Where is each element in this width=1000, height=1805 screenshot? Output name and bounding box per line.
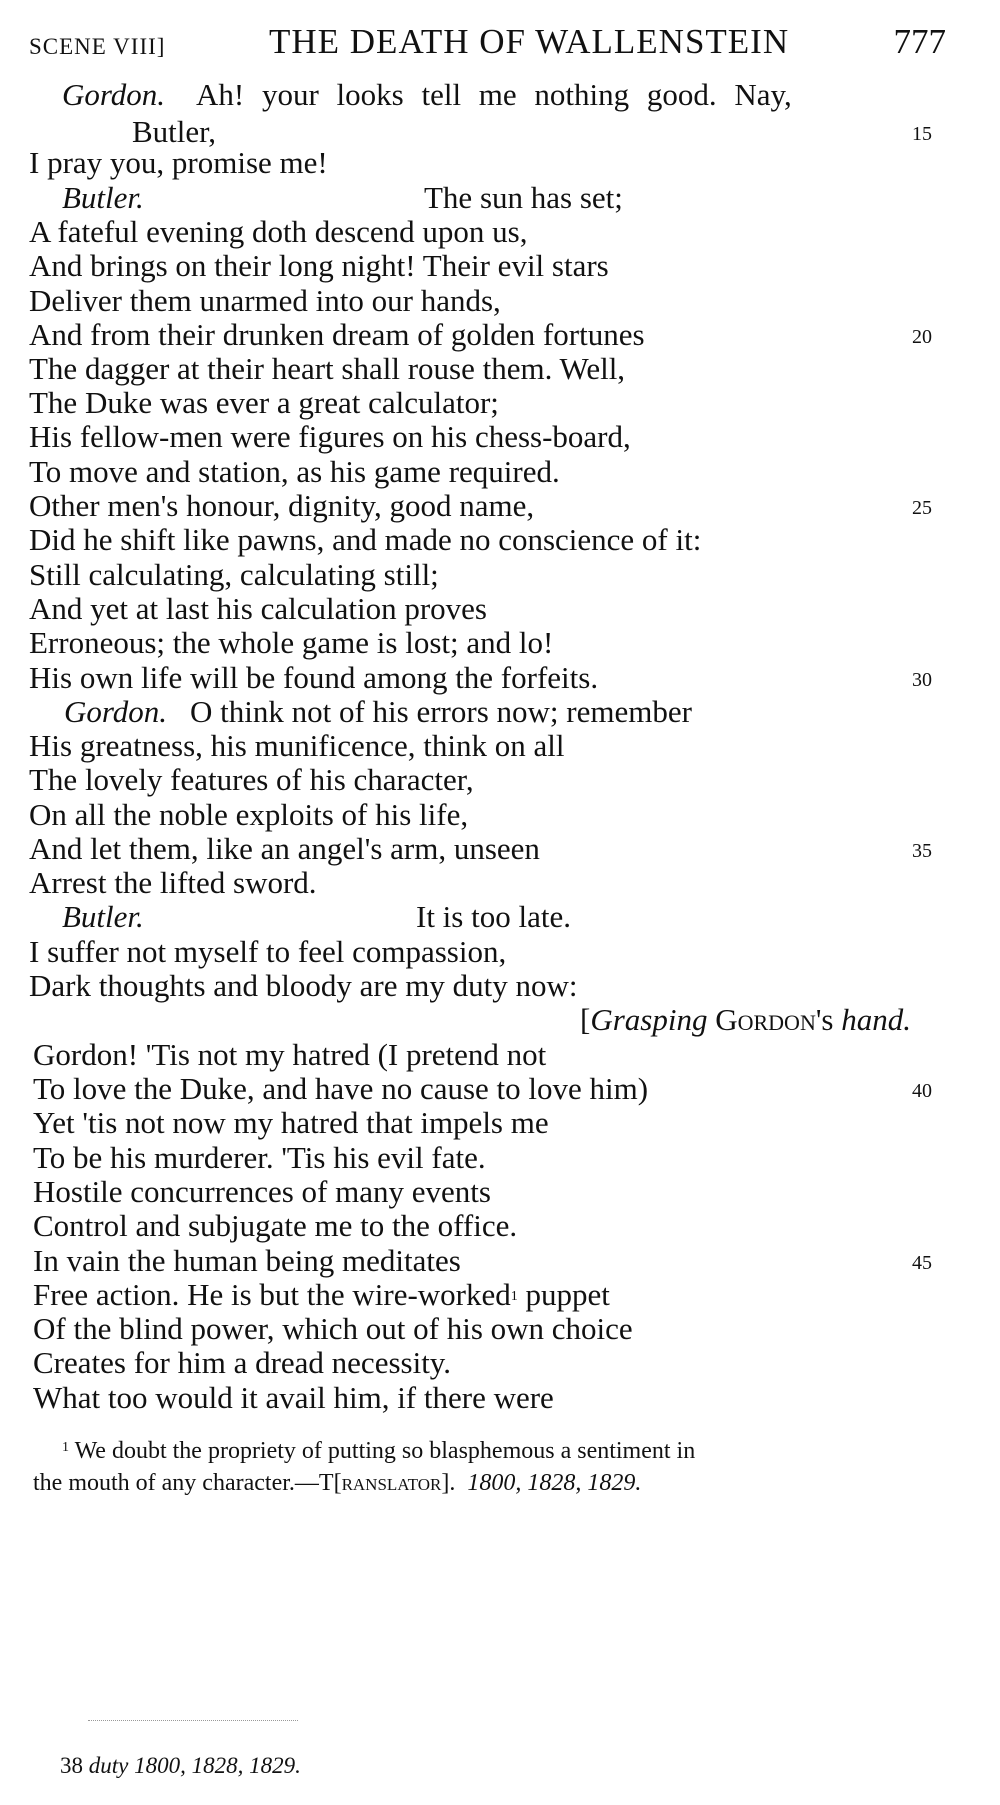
character-name: Gordon bbox=[715, 1002, 816, 1037]
line-text: And yet at last his calculation proves bbox=[29, 591, 487, 626]
line-text: Arrest the lifted sword. bbox=[29, 865, 317, 900]
footnote-ref: 1 bbox=[510, 1289, 518, 1304]
verse-line bbox=[0, 727, 1000, 765]
line-text: Hostile concurrences of many events bbox=[33, 1174, 491, 1209]
page-number: 777 bbox=[893, 22, 946, 61]
line-text: To move and station, as his game required. bbox=[29, 454, 560, 489]
line-text: I suffer not myself to feel compassion, bbox=[29, 934, 507, 969]
verse-line bbox=[0, 213, 1000, 251]
line-text: His own life will be found among the forfeits. bbox=[29, 660, 599, 695]
line-text: To love the Duke, and have no cause to love him) bbox=[33, 1071, 649, 1106]
verse-line bbox=[0, 418, 1000, 456]
line-text-part: puppet bbox=[517, 1277, 610, 1312]
bracket: ]. bbox=[441, 1470, 456, 1496]
footnote-continued bbox=[33, 1470, 641, 1497]
line-text: Other men's honour, dignity, good name, bbox=[29, 488, 535, 523]
verse-line bbox=[0, 761, 1000, 799]
verse-line bbox=[0, 350, 1000, 388]
line-text: Of the blind power, which out of his own choice bbox=[33, 1311, 633, 1346]
line-text: And brings on their long night! Their evil stars bbox=[29, 248, 609, 283]
verse-line bbox=[0, 76, 1000, 114]
line-text: Deliver them unarmed into our hands, bbox=[29, 283, 501, 318]
verse-line bbox=[0, 282, 1000, 320]
verse-line bbox=[0, 1276, 1000, 1314]
line-number: 20 bbox=[912, 326, 932, 348]
line-text: Dark thoughts and bloody are my duty now: bbox=[29, 968, 578, 1003]
possessive: 's bbox=[815, 1002, 834, 1037]
verse-line bbox=[0, 659, 1000, 697]
scene-label: SCENE VIII] bbox=[29, 34, 166, 59]
verse-line bbox=[0, 1310, 1000, 1348]
verse-line bbox=[0, 898, 1000, 936]
line-text: Creates for him a dread necessity. bbox=[33, 1345, 452, 1380]
running-header bbox=[29, 22, 946, 70]
line-text: His fellow-men were figures on his chess-board, bbox=[29, 419, 631, 454]
line-text: Did he shift like pawns, and made no conscience of it: bbox=[29, 522, 702, 557]
verse-line bbox=[0, 864, 1000, 902]
line-text: The dagger at their heart shall rouse them. Well, bbox=[29, 351, 626, 386]
line-number: 40 bbox=[912, 1080, 932, 1102]
line-text: Still calculating, calculating still; bbox=[29, 557, 439, 592]
line-text bbox=[33, 1276, 610, 1314]
line-text: In vain the human being meditates bbox=[33, 1243, 461, 1278]
verse-line bbox=[0, 556, 1000, 594]
line-text: On all the noble exploits of his life, bbox=[29, 797, 469, 832]
verse-line bbox=[0, 830, 1000, 868]
line-text: I pray you, promise me! bbox=[29, 145, 328, 180]
line-text: Gordon! 'Tis not my hatred (I pretend not bbox=[33, 1037, 547, 1072]
stage-direction bbox=[0, 1001, 1000, 1039]
verse-line bbox=[0, 967, 1000, 1005]
verse-line bbox=[0, 1036, 1000, 1074]
verse-line bbox=[0, 316, 1000, 354]
line-text: O think not of his errors now; remember bbox=[190, 694, 692, 729]
verse-line bbox=[0, 1139, 1000, 1177]
line-text: The sun has set; bbox=[424, 180, 623, 215]
verse-line bbox=[0, 590, 1000, 628]
footnote-marker: 1 bbox=[62, 1440, 69, 1455]
speaker-name: Butler. bbox=[62, 899, 144, 934]
line-text: Control and subjugate me to the office. bbox=[33, 1208, 518, 1243]
verse-line bbox=[0, 521, 1000, 559]
verse-line bbox=[0, 933, 1000, 971]
speaker-name: Butler. bbox=[62, 180, 144, 215]
verse-line bbox=[0, 1070, 1000, 1108]
footnote bbox=[62, 1438, 695, 1465]
speaker-name: Gordon. bbox=[62, 77, 166, 112]
verse-line bbox=[0, 1344, 1000, 1382]
line-number: 45 bbox=[912, 1252, 932, 1274]
verse-line bbox=[0, 693, 1000, 731]
verse-line bbox=[0, 179, 1000, 217]
textual-variant bbox=[60, 1753, 301, 1779]
direction-text: hand. bbox=[841, 1002, 911, 1037]
line-text: To be his murderer. 'Tis his evil fate. bbox=[33, 1140, 486, 1175]
verse-line bbox=[0, 384, 1000, 422]
line-text: And let them, like an angel's arm, unseen bbox=[29, 831, 540, 866]
line-text: It is too late. bbox=[416, 899, 571, 934]
verse-line bbox=[0, 453, 1000, 491]
line-number: 35 bbox=[912, 840, 932, 862]
line-text: What too would it avail him, if there were bbox=[33, 1380, 554, 1415]
verse-line bbox=[0, 1173, 1000, 1211]
line-text: A fateful evening doth descend upon us, bbox=[29, 214, 528, 249]
verse-line bbox=[0, 1379, 1000, 1417]
footnote-text: We doubt the propriety of putting so blasphemous a sentiment in bbox=[74, 1438, 696, 1464]
footnote-dates: 1800, 1828, 1829. bbox=[467, 1470, 642, 1496]
variant-dates: 1800, 1828, 1829. bbox=[134, 1753, 301, 1778]
variant-line-number: 38 bbox=[60, 1753, 83, 1778]
line-text: The Duke was ever a great calculator; bbox=[29, 385, 499, 420]
line-text: Erroneous; the whole game is lost; and lo! bbox=[29, 625, 554, 660]
line-text-part: Free action. He is but the wire-worked bbox=[33, 1277, 511, 1312]
divider bbox=[88, 1720, 298, 1721]
speaker-name: Gordon. bbox=[64, 694, 168, 729]
line-text: Ah! your looks tell me nothing good. Nay, bbox=[196, 77, 792, 112]
verse-line bbox=[0, 487, 1000, 525]
verse-line bbox=[0, 1242, 1000, 1280]
line-text: The lovely features of his character, bbox=[29, 762, 474, 797]
direction-text: Grasping bbox=[590, 1002, 708, 1037]
verse-line bbox=[0, 1207, 1000, 1245]
page-title: THE DEATH OF WALLENSTEIN bbox=[269, 22, 790, 61]
verse-line bbox=[0, 1104, 1000, 1142]
line-number: 25 bbox=[912, 497, 932, 519]
verse-line bbox=[0, 796, 1000, 834]
verse-line bbox=[0, 144, 1000, 182]
line-text: Butler, bbox=[132, 114, 216, 149]
variant-word: duty bbox=[88, 1753, 129, 1778]
verse-line bbox=[0, 247, 1000, 285]
bracket: [ bbox=[580, 1002, 591, 1037]
footnote-text: the mouth of any character.—T bbox=[33, 1470, 334, 1496]
bracket: [ bbox=[333, 1470, 342, 1496]
line-text: Yet 'tis not now my hatred that impels me bbox=[33, 1105, 549, 1140]
footnote-translator: ranslator bbox=[341, 1470, 442, 1496]
line-text: His greatness, his munificence, think on all bbox=[29, 728, 565, 763]
line-text: And from their drunken dream of golden fortunes bbox=[29, 317, 645, 352]
line-number: 15 bbox=[912, 123, 932, 145]
line-number: 30 bbox=[912, 669, 932, 691]
verse-line bbox=[0, 624, 1000, 662]
